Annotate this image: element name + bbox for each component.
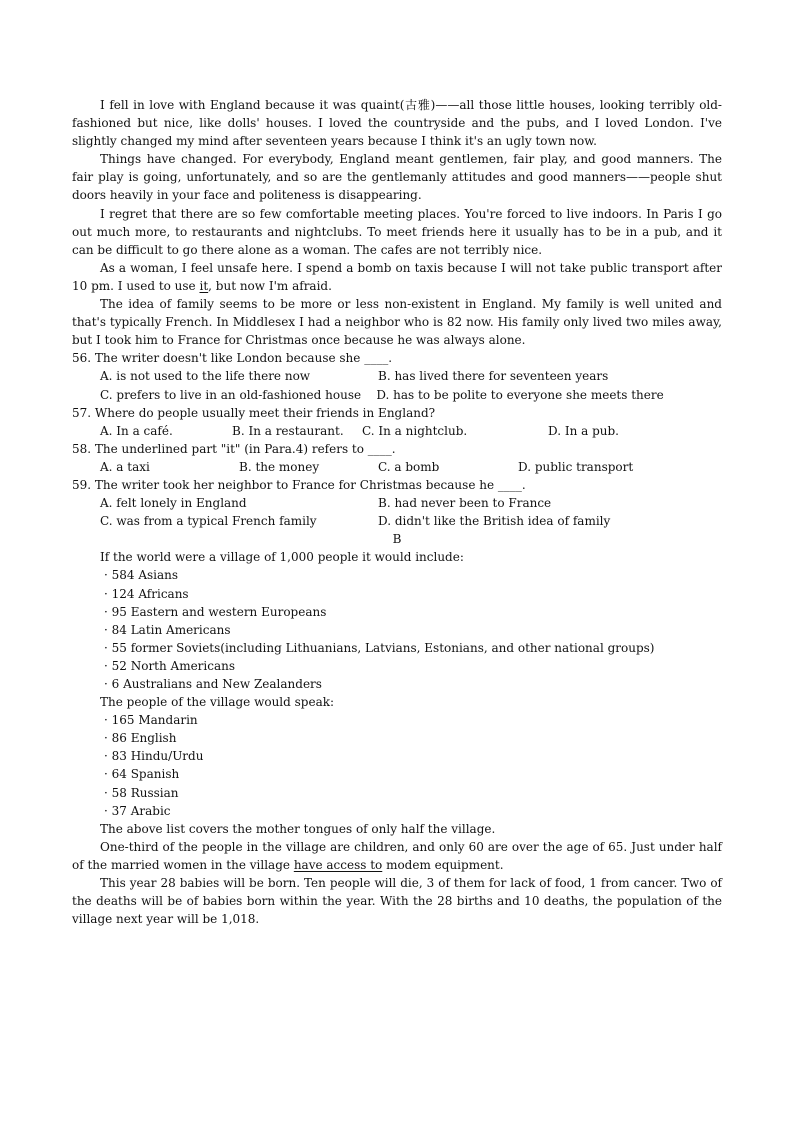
option-c[interactable]: C. a bomb [378,459,440,474]
list-item: · 95 Eastern and western Europeans [104,604,327,619]
option-c[interactable]: C. prefers to live in an old-fashioned house [100,387,362,402]
option-d[interactable]: D. public transport [518,459,634,474]
option-d[interactable]: D. has to be polite to everyone she meets there [376,387,664,402]
list-item: · 124 Africans [104,586,189,601]
passage-a-paragraph-5: The idea of family seems to be more or less non-existent in England. My family is well united and that's typically French. In Middlesex I had a neighbor who is 82 now. His family only lived two miles away, but I took him to France for Christmas once because he was always alone. [72,297,722,348]
mother-tongues-paragraph: The above list covers the mother tongues of only half the village. [100,821,496,836]
exam-page [72,96,722,928]
option-d[interactable]: D. In a pub. [548,423,619,438]
list-item: · 64 Spanish [104,767,180,782]
option-b[interactable]: B. the money [239,459,320,474]
option-a[interactable]: A. a taxi [100,459,150,474]
children-paragraph: One-third of the people in the village are children, and only 60 are over the age of 65. Just under half of the married women in the village have access to modem equipment. [72,839,722,872]
list-item: · 58 Russian [104,785,179,800]
passage-a-paragraph-3: I regret that there are so few comfortable meeting places. You're forced to live indoors. In Paris I go out much more, to restaurants and nightclubs. To meet friends here it usually has to be in a pub, and it can be difficult to go there alone as a woman. The cafes are not terribly nice. [72,206,722,257]
list-item: · 6 Australians and New Zealanders [104,677,322,691]
option-d[interactable]: D. didn't like the British idea of family [378,514,611,529]
question-59 [72,476,722,530]
section-b-label: B [392,532,402,547]
underlined-have-access-to: have access to [293,857,383,872]
list-item: · 584 Asians [104,568,179,583]
question-56 [72,349,722,403]
question-stem: 57. Where do people usually meet their friends in England? [72,405,436,420]
question-stem: 56. The writer doesn't like London because she ____. [72,351,393,366]
list-item: · 84 Latin Americans [104,622,231,637]
option-b[interactable]: B. had never been to France [378,496,552,511]
passage-b [72,548,722,928]
option-b[interactable]: B. In a restaurant. [232,423,344,438]
list-item: · 165 Mandarin [104,713,198,728]
option-a[interactable]: A. In a café. [100,423,173,438]
passage-a-paragraph-2: Things have changed. For everybody, England meant gentlemen, fair play, and good manners. The fair play is going, unfortunately, and so are the gentlemanly attitudes and good manners——people shut doors heavily in your face and politeness is disappearing. [72,152,722,203]
list-item: · 55 former Soviets(including Lithuanians, Latvians, Estonians, and other national groups) [104,640,655,655]
options-c-d [72,386,722,404]
option-b[interactable]: B. has lived there for seventeen years [378,369,609,384]
speak-intro: The people of the village would speak: [100,695,335,710]
babies-paragraph: This year 28 babies will be born. Ten people will die, 3 of them for lack of food, 1 from cancer. Two of the deaths will be of babies born within the year. With the 28 births and 10 deaths, the population of the village next year will be 1,018. [72,876,722,927]
question-stem: 58. The underlined part "it" (in Para.4) refers to ____. [72,441,396,456]
underlined-it: it [199,278,209,293]
option-c[interactable]: C. was from a typical French family [100,514,317,529]
list-item: · 83 Hindu/Urdu [104,749,204,764]
option-c[interactable]: C. In a nightclub. [362,423,468,438]
passage-a [72,96,722,349]
option-a[interactable]: A. is not used to the life there now [100,369,311,384]
passage-a-paragraph-1: I fell in love with England because it was quaint(古雅)——all those little houses, looking terribly old-fashioned but nice, like dolls' houses. I loved the countryside and the pubs, and I loved London. I've slightly changed my mind after seventeen years because I think it's an ugly town now. [72,98,722,149]
list-item: · 86 English [104,731,177,746]
village-intro: If the world were a village of 1,000 people it would include: [100,550,464,565]
question-58 [72,440,722,476]
passage-a-paragraph-4: As a woman, I feel unsafe here. I spend a bomb on taxis because I will not take public transport after 10 pm. I used to use it, but now I'm afraid. [72,260,722,293]
list-item: · 52 North Americans [104,658,236,673]
list-item: · 37 Arabic [104,803,171,818]
option-a[interactable]: A. felt lonely in England [100,496,247,511]
question-57 [72,404,722,440]
question-stem: 59. The writer took her neighbor to France for Christmas because he ____. [72,477,526,492]
